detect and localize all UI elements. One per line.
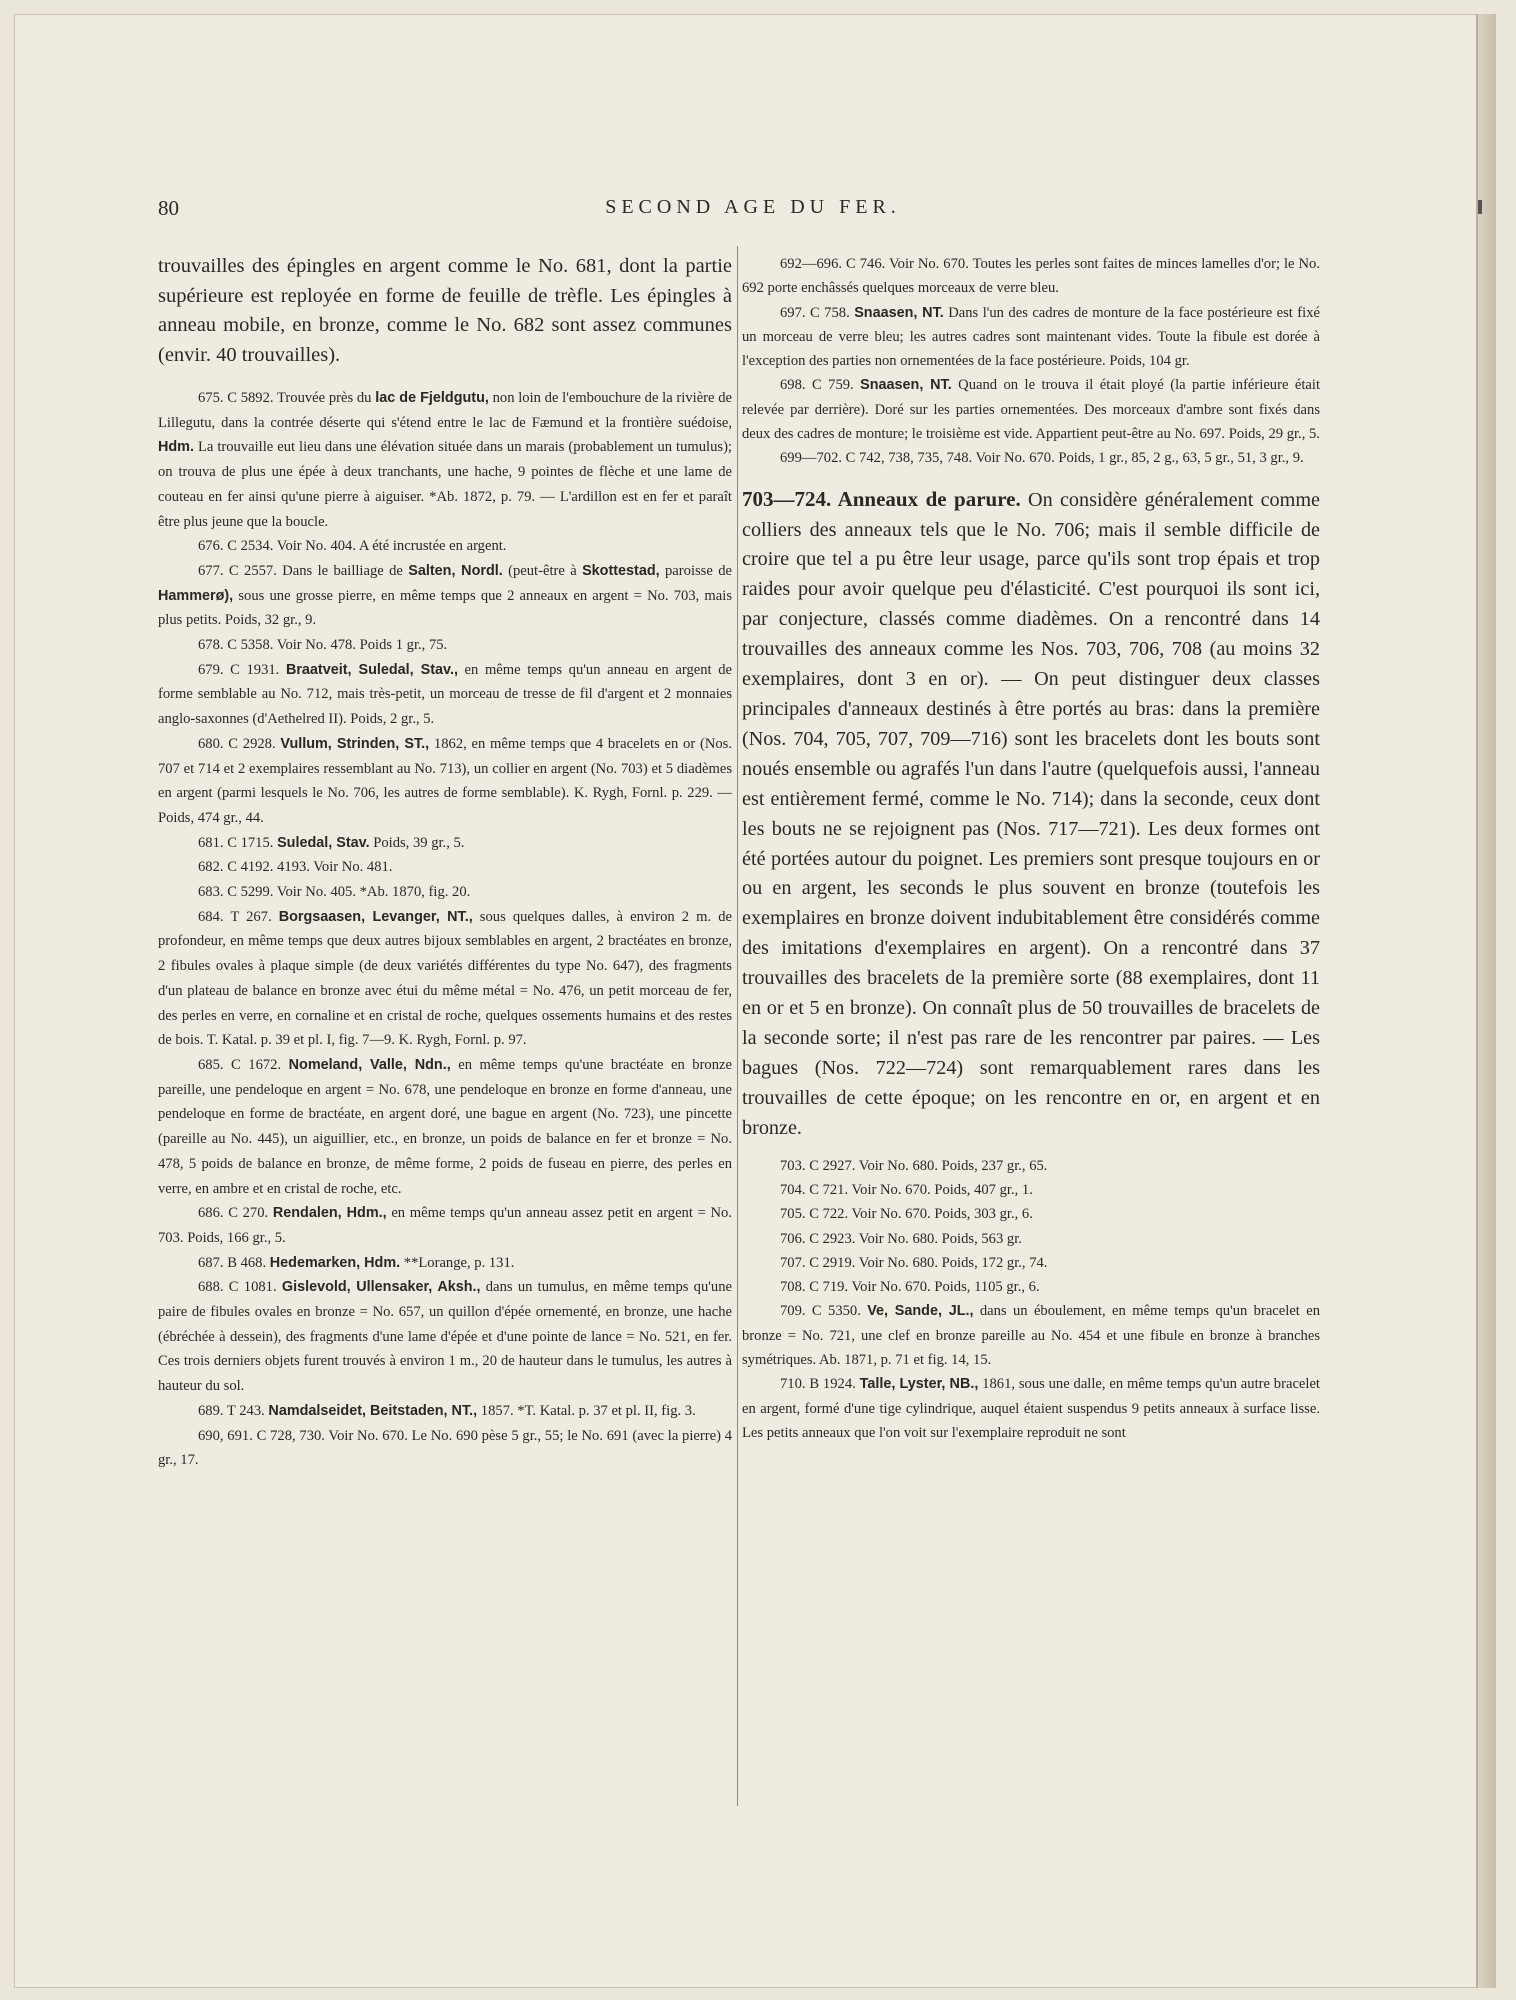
lead-paragraph: trouvailles des épingles en argent comme le No. 681, dont la partie supérieure est reployée en forme de feuille de trèfle. Les épingles à anneau mobile, en bronze, comme le No. 682 sont assez communes (envir. 40 trouvailles).	[158, 255, 732, 366]
entry-text: Poids, 39 gr., 5.	[369, 834, 465, 851]
place-name: Namdalseidet, Beitstaden, NT.,	[268, 1402, 478, 1419]
column-rule	[737, 246, 738, 1806]
place-name: Hedemarken, Hdm.	[269, 1254, 401, 1271]
entry-text: Quand on le trouva il était ployé (la partie inférieure était relevée par derrière). Doré sur les parties ornementées. Des morceaux d'ambre sont fixés dans deux des cadres de monture; le troisième est vide. Appartient peut-être au No. 697. Poids, 29 gr., 5.	[742, 377, 1320, 443]
entry-text: 681. C 1715.	[198, 834, 278, 851]
entry-text: (peut-être à	[502, 562, 583, 579]
place-name: Snaasen, NT.	[854, 304, 944, 321]
catalog-entry-709	[742, 1299, 1320, 1372]
catalog-entry-703: 703. C 2927. Voir No. 680. Poids, 237 gr., 65.	[780, 1157, 1048, 1174]
entry-text: **Lorange, p. 131.	[400, 1254, 515, 1271]
place-name: Hdm.	[158, 439, 194, 456]
catalog-entry-676: 676. C 2534. Voir No. 404. A été incrustée en argent.	[198, 538, 507, 555]
entry-text: La trouvaille eut lieu dans une élévation située dans un marais (probablement un tumulus); on trouva de plus une épée à deux tranchants, une hache, 9 pointes de flèche et une lame de couteau en fer ainsi qu'une pierre à aiguiser. *Ab. 1872, p. 79. — L'ardillon est en fer et paraît être plus jeune que la boucle.	[158, 439, 732, 530]
catalog-entry-687	[158, 1251, 732, 1276]
page-number: 80	[158, 196, 179, 220]
section-anneaux	[742, 485, 1320, 1144]
catalog-entry-686	[158, 1201, 732, 1250]
place-name: Skottestad,	[582, 562, 660, 579]
catalog-entry-699: 699—702. C 742, 738, 735, 748. Voir No. 670. Poids, 1 gr., 85, 2 g., 63, 5 gr., 51, 3 gr., 9.	[780, 450, 1304, 467]
entry-text: 1861, sous une dalle, en même temps qu'un autre bracelet en argent, formé d'une tige cylindrique, auquel étaient suspendus 9 petits anneaux à surface lisse. Les petits anneaux que l'on voit sur l'exemplaire reproduit ne sont	[742, 1376, 1320, 1441]
section-title: 703—724. Anneaux de parure.	[742, 486, 1021, 511]
entry-text: dans un tumulus, en même temps qu'une paire de fibules ovales en bronze = No. 657, un quillon d'épée ornementé, en bronze, une hache (ébréchée à dessein), des fragments d'une lame d'épée et d'une pointe de lance = No. 521, en fer. Ces trois derniers objets furent trouvés à environ 1 m., 20 de hauteur dans le tumulus, les autres à hauteur du sol.	[158, 1279, 732, 1395]
entry-text: non loin de l'embouchure de la rivière de Lillegutu, dans la contrée déserte qui s'étend entre le lac de Fæmund et la frontière suédoise,	[158, 390, 733, 431]
entry-text: en même temps qu'un anneau assez petit en argent = No. 703. Poids, 166 gr., 5.	[158, 1205, 732, 1246]
place-name: Braatveit, Suledal, Stav.,	[285, 661, 458, 678]
section-text: On considère généralement comme colliers des anneaux tels que le No. 706; mais il semble difficile de croire que tel a pu être leur usage, parce qu'ils sont trop épais et trop raides pour avoir quelque peu d'élasticité. C'est pourquoi ils sont ici, par conjecture, classés comme diadèmes. On a rencontré dans 14 trouvailles des anneaux comme les Nos. 703, 706, 708 (au moins 32 exemplaires, dont 3 en or). — On peut distinguer deux classes principales d'anneaux destinés à être portés au bras: dans la première (Nos. 704, 705, 707, 709—716) sont les bracelets dont les bouts sont noués ensemble ou agrafés l'un dans l'autre (quelquefois aussi, l'anneau est entièrement fermé, comme le No. 714); dans la seconde, ceux dont les bouts ne se rejoignent pas (Nos. 717—721). Les deux formes ont été portées autour du poignet. Les premiers sont presque toujours en or ou en argent, les seconds le plus souvent en bronze (toutefois les exemplaires en bronze doivent indubitablement être considérés comme des imitations d'exemplaires en argent). On a rencontré dans 37 trouvailles des bracelets de la première sorte (88 exemplaires, dont 11 en or et 5 en bronze). On connaît plus de 50 trouvailles de bracelets de la seconde sorte; il n'est pas rare de les rencontrer par paires. — Les bagues (Nos. 722—724) sont remarquablement rares dans les trouvailles de cette époque; on les rencontre en or, en argent et en bronze.	[742, 488, 1320, 1139]
entry-text: 697. C 758.	[780, 304, 855, 321]
page-edge	[1476, 14, 1496, 1988]
entry-text: en même temps qu'un anneau en argent de forme semblable au No. 712, mais très-petit, un morceau de tresse de fil d'argent et 2 monnaies anglo-saxonnes (d'Aethelred II). Poids, 2 gr., 5.	[158, 661, 732, 728]
right-column	[742, 252, 1320, 1445]
edge-mark	[1478, 200, 1482, 214]
place-name: lac de Fjeldgutu,	[375, 390, 489, 406]
catalog-entry-698	[742, 373, 1320, 446]
entry-text: 679. C 1931.	[198, 661, 286, 678]
place-name: Nomeland, Valle, Ndn.,	[288, 1056, 451, 1073]
entry-text: 1857. *T. Katal. p. 37 et pl. II, fig. 3.	[477, 1402, 696, 1419]
place-name: Rendalen, Hdm.,	[272, 1205, 387, 1222]
catalog-entry-710	[742, 1372, 1320, 1445]
running-title: SECOND AGE DU FER.	[605, 196, 901, 218]
entry-text: sous quelques dalles, à environ 2 m. de profondeur, en même temps que deux autres bijoux semblables en argent, 2 bractéates en bronze, 2 fibules ovales à plaque simple (de deux variétés différentes du type No. 647), des fragments d'un plateau de balance en bronze avec étui du même métal = No. 476, un petit morceau de fer, des perles en verre, en cornaline et en cristal de roche, quelques ossements humains et des restes de bois. T. Katal. p. 39 et pl. I, fig. 7—9. K. Rygh, Fornl. p. 97.	[158, 908, 732, 1049]
catalog-entry-690: 690, 691. C 728, 730. Voir No. 670. Le No. 690 pèse 5 gr., 55; le No. 691 (avec la pierre) 4 gr., 17.	[158, 1427, 732, 1469]
place-name: Vullum, Strinden, ST.,	[280, 735, 430, 752]
entry-text: 675. C 5892. Trouvée près du	[198, 390, 376, 406]
catalog-entry-685	[158, 1053, 732, 1201]
catalog-entry-675	[158, 386, 732, 534]
entry-text: dans un éboulement, en même temps qu'un bracelet en bronze = No. 721, une clef en bronze pareille au No. 454 et une fibule en bronze à branches symétriques. Ab. 1871, p. 71 et fig. 14, 15.	[742, 1303, 1321, 1368]
place-name: Talle, Lyster, NB.,	[859, 1376, 979, 1393]
entry-text: Dans l'un des cadres de monture de la face postérieure est fixé un morceau de verre bleu; les autres cadres sont maintenant vides. Toute la fibule est dorée à l'exception des parties non ornementées de la face postérieure. Poids, 104 gr.	[742, 304, 1320, 370]
place-name: Snaasen, NT.	[860, 377, 952, 394]
place-name: Hammerø),	[158, 587, 234, 604]
catalog-entry-678: 678. C 5358. Voir No. 478. Poids 1 gr., 75.	[198, 637, 448, 654]
catalog-entry-706: 706. C 2923. Voir No. 680. Poids, 563 gr.	[780, 1230, 1022, 1247]
entry-text: paroisse de	[659, 562, 732, 579]
entry-text: 1862, en même temps que 4 bracelets en or (Nos. 707 et 714 et 2 exemplaires ressemblant au No. 713), un collier en argent (No. 703) et 5 diadèmes en argent (parmi lesquels le No. 706, les autres de forme semblable). K. Rygh, Fornl. p. 229. — Poids, 474 gr., 44.	[158, 735, 732, 826]
catalog-entry-708: 708. C 719. Voir No. 670. Poids, 1105 gr., 6.	[780, 1279, 1040, 1296]
entry-text: 687. B 468.	[198, 1254, 270, 1271]
entry-text: 685. C 1672.	[198, 1056, 289, 1073]
entry-text: sous une grosse pierre, en même temps que 2 anneaux en argent = No. 703, mais plus petits. Poids, 32 gr., 9.	[158, 587, 732, 629]
left-column	[158, 252, 732, 1473]
catalog-entry-677	[158, 559, 732, 633]
catalog-entry-692: 692—696. C 746. Voir No. 670. Toutes les perles sont faites de minces lamelles d'or; le No. 692 porte enchâssés quelques morceaux de verre bleu.	[742, 256, 1320, 297]
entry-text: 698. C 759.	[780, 377, 861, 394]
entry-text: 688. C 1081.	[198, 1279, 282, 1296]
catalog-entry-681	[158, 831, 732, 856]
catalog-entry-679	[158, 658, 732, 732]
catalog-entry-707: 707. C 2919. Voir No. 680. Poids, 172 gr., 74.	[780, 1254, 1048, 1271]
catalog-entry-689	[158, 1399, 732, 1424]
entry-text: 677. C 2557. Dans le bailliage de	[198, 562, 409, 579]
catalog-entry-704: 704. C 721. Voir No. 670. Poids, 407 gr., 1.	[780, 1181, 1033, 1198]
place-name: Gislevold, Ullensaker, Aksh.,	[281, 1279, 481, 1296]
catalog-entry-684	[158, 905, 732, 1053]
catalog-entry-680	[158, 732, 732, 831]
entry-text: 689. T 243.	[198, 1402, 269, 1419]
catalog-entry-688	[158, 1275, 732, 1399]
catalog-entry-683: 683. C 5299. Voir No. 405. *Ab. 1870, fig. 20.	[198, 884, 471, 901]
place-name: Salten, Nordl.	[408, 562, 503, 579]
place-name: Borgsaasen, Levanger, NT.,	[278, 908, 473, 925]
catalog-entry-682: 682. C 4192. 4193. Voir No. 481.	[198, 859, 393, 876]
catalog-entry-705: 705. C 722. Voir No. 670. Poids, 303 gr., 6.	[780, 1206, 1033, 1223]
place-name: Ve, Sande, JL.,	[867, 1303, 974, 1320]
page-header	[158, 196, 1308, 226]
catalog-entry-697	[742, 301, 1320, 374]
entry-text: 710. B 1924.	[780, 1376, 860, 1393]
entry-text: 680. C 2928.	[198, 735, 281, 752]
entry-text: 686. C 270.	[198, 1205, 273, 1222]
entry-text: en même temps qu'une bractéate en bronze pareille, une pendeloque en argent = No. 678, une pendeloque en bronze en forme d'anneau, une pendeloque en forme de bractéate, en argent doré, une bague en argent (No. 723), une pincette (pareille au No. 445), un aiguillier, etc., en bronze, un poids de balance en fer et bronze = No. 478, 5 poids de balance en bronze, de même forme, 2 poids de fuseau en pierre, des perles en verre, en ambre et en cristal de roche, etc.	[158, 1056, 732, 1197]
entry-text: 709. C 5350.	[780, 1303, 868, 1320]
place-name: Suledal, Stav.	[277, 834, 370, 851]
entry-text: 684. T 267.	[198, 908, 279, 925]
